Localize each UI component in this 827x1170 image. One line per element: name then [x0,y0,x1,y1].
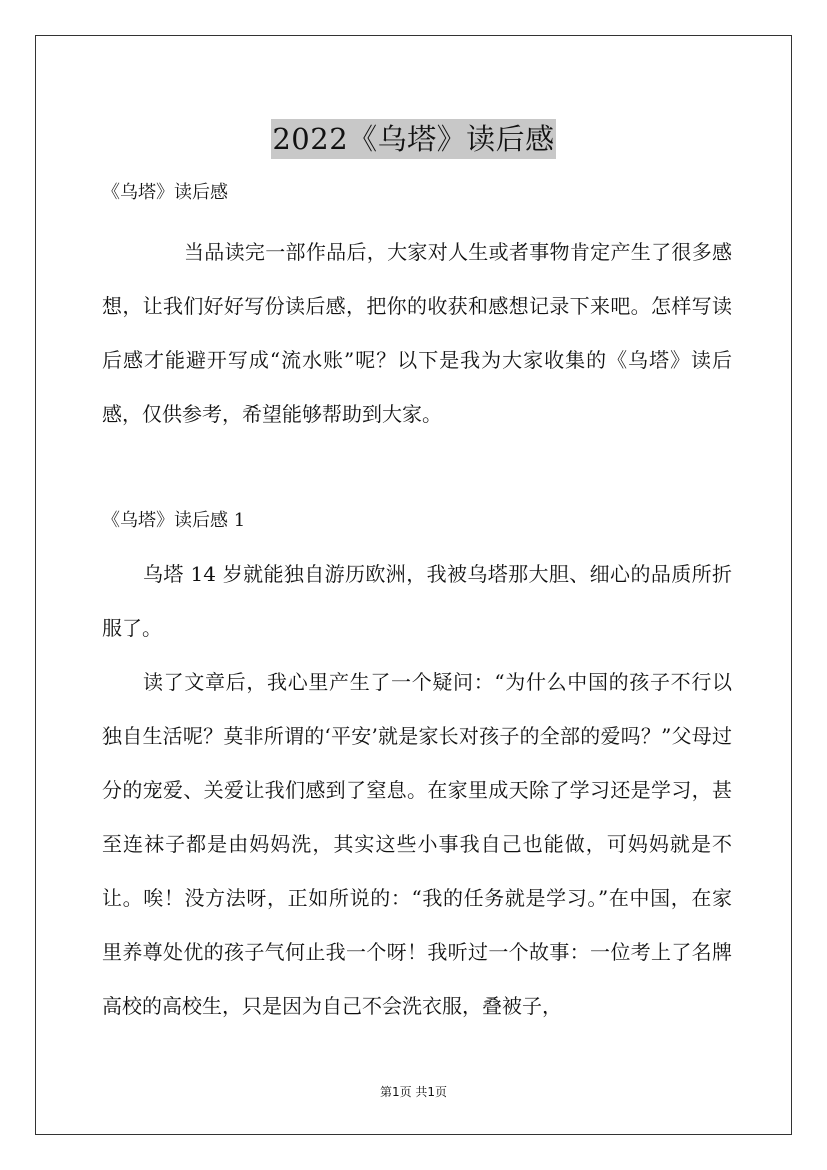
body-paragraph-2: 读了文章后，我心里产生了一个疑问：“为什么中国的孩子不行以独自生活呢？莫非所谓的‘平安’就是家长对孩子的全部的爱吗？”父母过分的宠爱、关爱让我们感到了窒息。在家里成天除了学习还是学习，甚至连袜子都是由妈妈洗，其实这些小事我自己也能做，可妈妈就是不让。唉！没方法呀，正如所说的：“我的任务就是学习。”在中国，在家里养尊处优的孩子气何止我一个呀！我听过一个故事：一位考上了名牌高校的高校生，只是因为自己不会洗衣服，叠被子， [102,670,732,1018]
title-container [0,100,827,179]
intro-paragraph: 当品读完一部作品后，大家对人生或者事物肯定产生了很多感想，让我们好好写份读后感，把你的收获和感想记录下来吧。怎样写读后感才能避开写成“流水账”呢？以下是我为大家收集的《乌塔》读后感，仅供参考，希望能够帮助到大家。 [102,240,732,426]
body-paragraph-1: 乌塔 14 岁就能独自游历欧洲，我被乌塔那大胆、细心的品质所折服了。 [102,562,732,640]
section-heading: 《乌塔》读后感 1 [102,510,246,531]
document-subtitle: 《乌塔》读后感 [102,182,228,203]
page-footer: 第1页 共1页 [379,1085,448,1099]
document-title: 2022《乌塔》读后感 [271,119,555,159]
